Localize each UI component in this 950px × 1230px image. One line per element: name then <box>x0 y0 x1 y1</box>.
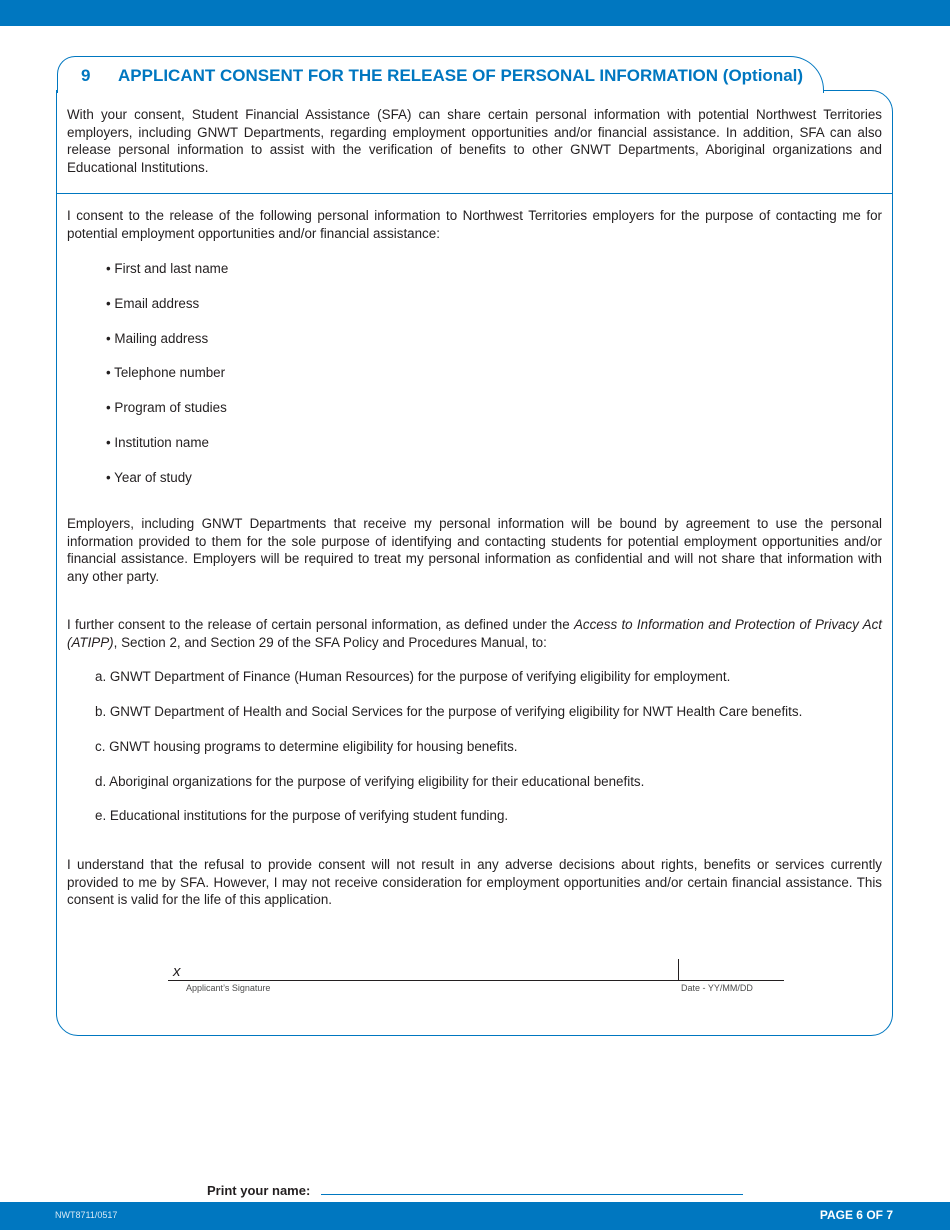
signature-date-divider <box>678 959 679 980</box>
section-number: 9 <box>81 66 91 85</box>
further-text-before: I further consent to the release of certain personal information, as defined under the <box>67 617 574 632</box>
bullet-item: • Mailing address <box>106 331 209 346</box>
further-consent-paragraph <box>67 616 882 651</box>
bullet-item: • Year of study <box>106 470 192 485</box>
list-item: c. GNWT housing programs to determine eligibility for housing benefits. <box>95 739 518 754</box>
header-bar <box>0 0 950 26</box>
signature-x-mark: x <box>173 963 181 980</box>
signature-label: Applicant’s Signature <box>186 983 271 993</box>
consent-section-box <box>56 90 893 1036</box>
bullet-item: • Program of studies <box>106 400 227 415</box>
bullet-item: • Email address <box>106 296 200 311</box>
intro-divider <box>57 193 892 194</box>
footer-bar <box>0 1202 950 1230</box>
further-text-after: , Section 2, and Section 29 of the SFA Policy and Procedures Manual, to: <box>113 634 547 650</box>
signature-line[interactable] <box>168 980 784 981</box>
section-header <box>57 56 824 93</box>
act-name: Access to Information and Protection of Privacy Act (ATIPP) <box>67 617 883 650</box>
print-name-label: Print your name: <box>207 1183 311 1198</box>
understand-paragraph: I understand that the refusal to provide consent will not result in any adverse decisions about rights, benefits or services currently provided to me by SFA. However, I may not receive consideration for employment opportunities and/or certain financial assistance. This consent is valid for the life of this application. <box>67 857 882 907</box>
bullet-item: • Institution name <box>106 435 209 450</box>
list-item: b. GNWT Department of Health and Social Services for the purpose of verifying eligibility for NWT Health Care benefits. <box>95 704 803 719</box>
list-item: d. Aboriginal organizations for the purpose of verifying eligibility for their educational benefits. <box>95 774 645 789</box>
bullet-item: • First and last name <box>106 261 229 276</box>
section-title: APPLICANT CONSENT FOR THE RELEASE OF PERSONAL INFORMATION (Optional) <box>118 66 804 85</box>
consent-intro-paragraph: I consent to the release of the following personal information to Northwest Territories employers for the purpose of contacting me for potential employment opportunities and/or financial assistance: <box>67 208 882 241</box>
employers-paragraph: Employers, including GNWT Departments that receive my personal information will be bound by agreement to use the personal information provided to them for the sole purpose of identifying and contacting students for potential employment opportunities and/or financial assistance. Employers will be required to treat my personal information as confidential and will not share that information with any other party. <box>67 516 882 584</box>
intro-paragraph: With your consent, Student Financial Assistance (SFA) can share certain personal information with potential Northwest Territories employers, including GNWT Departments, regarding employment opportunities and/or financial assistance. In addition, SFA can also release personal information to assist with the verification of benefits to other GNWT Departments, Aboriginal organizations and Educational Institutions. <box>67 107 882 175</box>
form-code: NWT8711/0517 <box>55 1210 118 1220</box>
print-name-field[interactable] <box>321 1194 743 1195</box>
bullet-item: • Telephone number <box>106 365 226 380</box>
date-label: Date - YY/MM/DD <box>681 983 753 993</box>
list-item: e. Educational institutions for the purpose of verifying student funding. <box>95 808 509 823</box>
list-item: a. GNWT Department of Finance (Human Resources) for the purpose of verifying eligibility for employment. <box>95 669 731 684</box>
page-number: PAGE 6 OF 7 <box>819 1208 893 1222</box>
